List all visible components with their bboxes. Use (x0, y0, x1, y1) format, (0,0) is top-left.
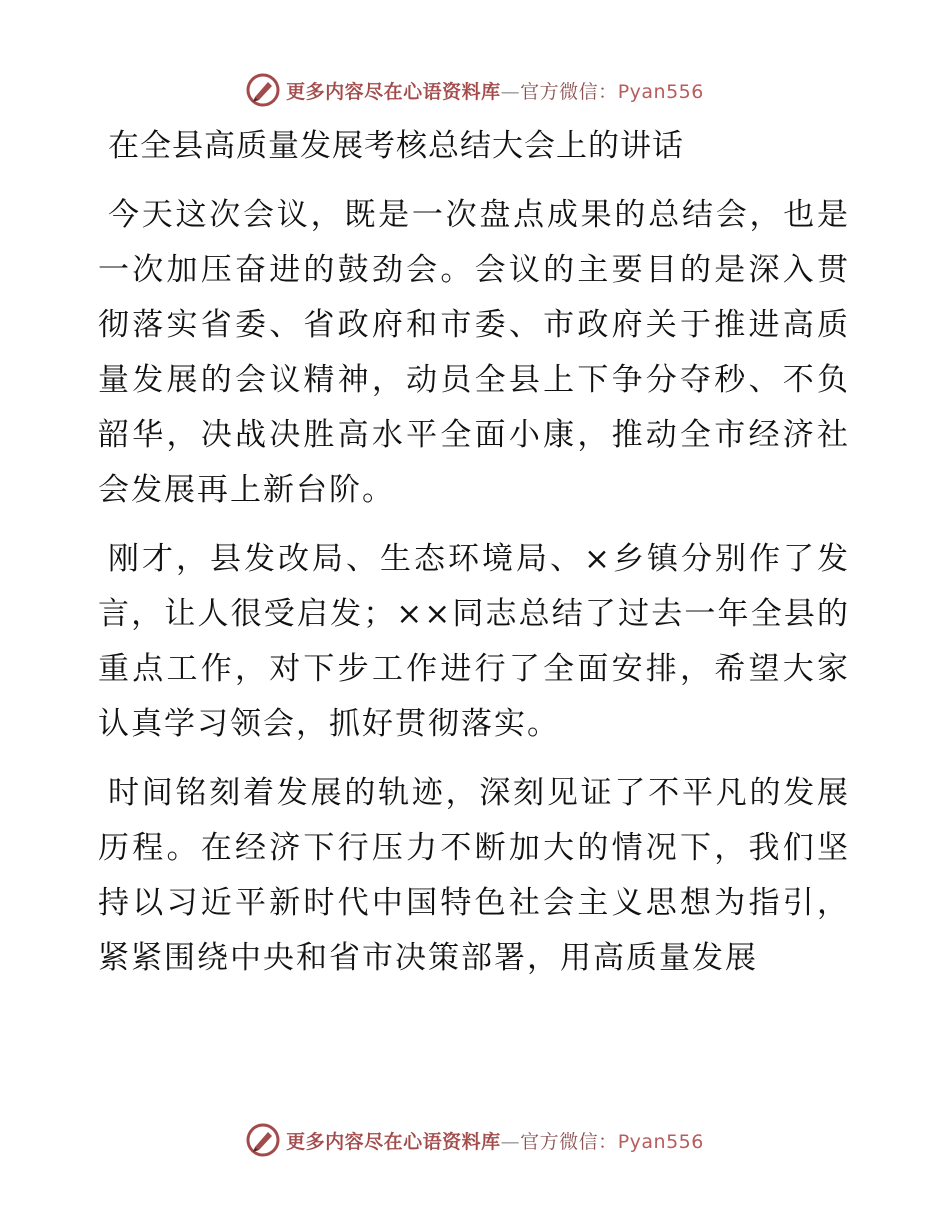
paragraph: 时间铭刻着发展的轨迹，深刻见证了不平凡的发展历程。在经济下行压力不断加大的情况下，我们坚持以习近平新时代中国特色社会主义思想为指引，紧紧围绕中央和省市决策部署，用高质量发展 (98, 775, 850, 976)
footer-watermark (0, 1120, 950, 1160)
watermark-brand: 更多内容尽在心语资料库 (286, 80, 501, 103)
document-title: 在全县高质量发展考核总结大会上的讲话 (108, 128, 684, 164)
document-body (98, 120, 850, 1000)
watermark-text (286, 1127, 704, 1154)
watermark-text (286, 77, 704, 104)
watermark-wechat-label: 官方微信： (520, 1130, 618, 1153)
watermark-separator: — (500, 1130, 521, 1153)
watermark-wechat-handle: Pyan556 (617, 80, 704, 103)
watermark-separator: — (500, 80, 521, 103)
paragraph: 今天这次会议，既是一次盘点成果的总结会，也是一次加压奋进的鼓劲会。会议的主要目的是深入贯彻落实省委、省政府和市委、市政府关于推进高质量发展的会议精神，动员全县上下争分夺秒、不负韶华，决战决胜高水平全面小康，推动全市经济社会发展再上新台阶。 (98, 197, 850, 508)
watermark-wechat-handle: Pyan556 (617, 1130, 704, 1153)
watermark-brand: 更多内容尽在心语资料库 (286, 1130, 501, 1153)
watermark-wechat-label: 官方微信： (520, 80, 618, 103)
paragraph: 刚才，县发改局、生态环境局、×乡镇分别作了发言，让人很受启发；××同志总结了过去一年全县的重点工作，对下步工作进行了全面安排，希望大家认真学习领会，抓好贯彻落实。 (98, 541, 850, 742)
pen-logo-icon (246, 73, 280, 107)
header-watermark (0, 70, 950, 110)
pen-logo-icon (246, 1123, 280, 1157)
